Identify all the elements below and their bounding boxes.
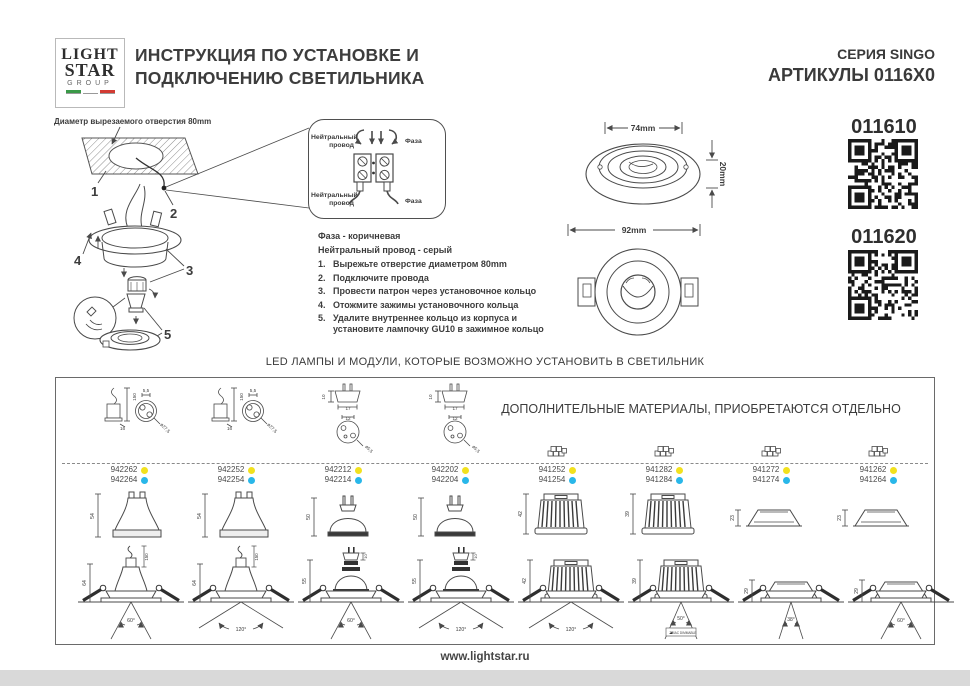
svg-text:50: 50	[412, 514, 419, 520]
article-number-011620: 011620	[851, 226, 917, 248]
yellow-dot-icon	[890, 467, 897, 474]
series-block	[768, 46, 935, 86]
lamp-profile-trim-module	[825, 488, 932, 546]
footer-url: www.lightstar.ru	[440, 651, 530, 663]
blue-dot-icon	[783, 477, 790, 484]
qr-code-011620	[848, 250, 918, 320]
product-code-blue: 942214	[324, 475, 352, 484]
hole-diameter-note: Диаметр вырезаемого отверстия 80mm	[54, 117, 212, 126]
lamp-profile-gu10	[76, 488, 183, 546]
base-drawing-gu10	[183, 378, 290, 463]
dashed-divider	[62, 463, 928, 464]
page-title-line1: ИНСТРУКЦИЯ ПО УСТАНОВКЕ И	[135, 45, 419, 65]
beam-angle-label: 60°	[347, 618, 355, 624]
product-code-yellow: 941282	[645, 465, 673, 474]
installed-views-row	[76, 544, 932, 642]
article-number-011610: 011610	[851, 116, 917, 138]
svg-text:64: 64	[192, 580, 198, 586]
italian-flag-icon	[56, 90, 124, 94]
lamp-profiles-row	[76, 488, 932, 546]
svg-text:55: 55	[302, 578, 308, 584]
installed-view-trim-60	[846, 544, 956, 642]
svg-text:10: 10	[473, 554, 478, 559]
product-code-yellow: 942212	[324, 465, 352, 474]
svg-text:5,5: 5,5	[142, 388, 149, 393]
lamp-profile-trim-module	[718, 488, 825, 546]
blue-dot-icon	[141, 477, 148, 484]
svg-text:ø27,5: ø27,5	[265, 422, 278, 434]
svg-text:150: 150	[131, 393, 137, 401]
yellow-dot-icon	[248, 467, 255, 474]
install-step-1: 1. Вырежьте отверстие диаметром 80mm	[318, 259, 507, 269]
svg-text:150: 150	[144, 553, 149, 561]
blue-dot-icon	[676, 477, 683, 484]
label-phase-top: Фаза	[405, 138, 422, 145]
svg-text:29: 29	[744, 588, 750, 594]
product-codes-8	[825, 465, 932, 488]
led-module-cluster-icon	[718, 378, 825, 463]
blue-dot-icon	[569, 477, 576, 484]
base-drawing-mr16	[290, 378, 397, 463]
yellow-dot-icon	[569, 467, 576, 474]
svg-text:42: 42	[522, 578, 528, 584]
install-step-2: 2. Подключите провода	[318, 272, 429, 283]
svg-text:64: 64	[82, 580, 88, 586]
svg-text:17: 17	[451, 406, 458, 411]
logo-text-group: GROUP	[67, 80, 113, 87]
svg-text:16: 16	[119, 426, 125, 431]
lamp-profile-mr16	[397, 488, 504, 546]
step-label-2: 2	[170, 206, 178, 221]
lamp-profile-heatsink-module	[611, 488, 718, 546]
installation-diagram	[40, 112, 312, 361]
svg-text:39: 39	[624, 511, 631, 517]
beam-angle-label: 120°	[235, 627, 247, 633]
install-step-3: 3. Провести патрон через установочное кольцо	[318, 286, 537, 297]
installed-view-heatsink-50	[626, 544, 736, 642]
product-codes-3	[290, 465, 397, 488]
product-code-blue: 941254	[538, 475, 566, 484]
product-codes-6	[611, 465, 718, 488]
product-code-yellow: 941252	[538, 465, 566, 474]
svg-text:29: 29	[854, 588, 860, 594]
installed-view-gu10-120	[186, 544, 296, 642]
led-module-cluster-icon	[611, 378, 718, 463]
product-codes-row	[76, 465, 932, 488]
label-neutral-wire-top: Нейтральный провод	[311, 134, 358, 149]
product-code-blue: 942264	[110, 475, 138, 484]
svg-text:54: 54	[89, 513, 96, 519]
installed-view-heatsink-120	[516, 544, 626, 642]
svg-text:16: 16	[226, 426, 232, 431]
base-drawing-mr16	[397, 378, 504, 463]
svg-text:ø5,5: ø5,5	[363, 444, 374, 454]
wiring-callout-box	[308, 119, 446, 219]
product-codes-7	[718, 465, 825, 488]
svg-text:10: 10	[427, 394, 433, 400]
blue-dot-icon	[462, 477, 469, 484]
wire-legend-neutral: Нейтральный провод - серый	[318, 245, 453, 255]
beam-angle-label: 120°	[565, 627, 577, 633]
dim-92mm: 92mm	[621, 225, 647, 235]
product-code-yellow: 942252	[217, 465, 245, 474]
svg-text:23: 23	[836, 515, 843, 521]
yellow-dot-icon	[141, 467, 148, 474]
blue-dot-icon	[248, 477, 255, 484]
svg-text:10: 10	[363, 554, 368, 559]
footer-band	[0, 670, 970, 686]
installed-view-mr16-60	[296, 544, 406, 642]
yellow-dot-icon	[783, 467, 790, 474]
install-steps	[318, 259, 570, 338]
led-lamps-banner: LED ЛАМПЫ И МОДУЛИ, КОТОРЫЕ ВОЗМОЖНО УСТАНОВИТЬ В СВЕТИЛЬНИК	[265, 356, 705, 368]
step-label-4: 4	[74, 253, 82, 268]
lamp-profile-gu10	[183, 488, 290, 546]
product-code-blue: 941284	[645, 475, 673, 484]
lamp-profile-mr16	[290, 488, 397, 546]
svg-text:54: 54	[196, 513, 203, 519]
triac-dimmable-note: TRIAC DIMMABLE	[669, 631, 697, 635]
installed-view-gu10-60	[76, 544, 186, 642]
svg-text:150: 150	[238, 393, 244, 401]
svg-text:55: 55	[412, 578, 418, 584]
lightstar-logo	[55, 38, 125, 108]
svg-text:5,5: 5,5	[249, 388, 256, 393]
lamp-compatibility-box	[55, 377, 935, 645]
product-code-blue: 942254	[217, 475, 245, 484]
product-code-blue: 941264	[859, 475, 887, 484]
beam-angle-label: 38°	[787, 617, 795, 623]
page-title	[135, 44, 425, 90]
svg-text:23: 23	[729, 515, 736, 521]
blue-dot-icon	[890, 477, 897, 484]
fixture-dimensions-drawing	[560, 112, 820, 355]
product-code-blue: 941274	[752, 475, 780, 484]
beam-angle-label: 50°	[677, 616, 685, 622]
logo-text-light: LIGHT	[61, 46, 119, 63]
product-code-yellow: 941262	[859, 465, 887, 474]
svg-text:12: 12	[451, 416, 458, 421]
logo-text-star: STAR	[64, 60, 116, 80]
product-code-yellow: 942262	[110, 465, 138, 474]
page-title-line2: ПОДКЛЮЧЕНИЮ СВЕТИЛЬНИКА	[135, 68, 425, 88]
blue-dot-icon	[355, 477, 362, 484]
install-step-5: 5. Удалите внутреннее кольцо из корпуса и установите лампочку GU10 в зажимное кольцо	[318, 313, 544, 335]
svg-text:17: 17	[344, 406, 351, 411]
lamp-profile-heatsink-module	[504, 488, 611, 546]
svg-text:12: 12	[344, 416, 351, 421]
installed-view-trim-38	[736, 544, 846, 642]
product-codes-1	[76, 465, 183, 488]
svg-text:10: 10	[320, 394, 326, 400]
wire-legend-phase: Фаза - коричневая	[318, 231, 401, 241]
wire-color-legend	[318, 229, 452, 257]
yellow-dot-icon	[676, 467, 683, 474]
lamp-base-icons-row	[76, 378, 932, 463]
product-code-blue: 942204	[431, 475, 459, 484]
led-module-cluster-icon	[825, 378, 932, 463]
product-code-yellow: 941272	[752, 465, 780, 474]
svg-text:150: 150	[254, 553, 259, 561]
installed-view-mr16-120	[406, 544, 516, 642]
dim-74mm: 74mm	[630, 123, 656, 133]
product-codes-5	[504, 465, 611, 488]
install-step-4: 4. Отожмите зажимы установочного кольца	[318, 299, 519, 310]
svg-text:39: 39	[632, 578, 638, 584]
beam-angle-label: 60°	[127, 618, 135, 624]
dim-20mm: 20mm	[718, 161, 728, 187]
product-code-yellow: 942202	[431, 465, 459, 474]
articles-label: АРТИКУЛЫ 0116X0	[768, 65, 935, 85]
svg-text:50: 50	[305, 514, 312, 520]
label-phase-bottom: Фаза	[405, 198, 422, 205]
yellow-dot-icon	[462, 467, 469, 474]
step-label-3: 3	[186, 263, 194, 278]
beam-angle-label: 60°	[897, 618, 905, 624]
step-label-5: 5	[164, 327, 172, 342]
svg-text:ø5,5: ø5,5	[470, 444, 481, 454]
step-label-1: 1	[91, 184, 99, 199]
base-drawing-gu10	[76, 378, 183, 463]
label-neutral-wire-bottom: Нейтральный провод	[311, 192, 358, 207]
svg-text:ø27,5: ø27,5	[158, 422, 171, 434]
svg-text:42: 42	[517, 511, 524, 517]
series-label: СЕРИЯ SINGO	[837, 46, 935, 62]
led-module-cluster-icon	[504, 378, 611, 463]
yellow-dot-icon	[355, 467, 362, 474]
qr-code-011610	[848, 139, 918, 209]
product-codes-4	[397, 465, 504, 488]
additional-materials-heading: ДОПОЛНИТЕЛЬНЫЕ МАТЕРИАЛЫ, ПРИОБРЕТАЮТСЯ ОТДЕЛЬНО	[501, 402, 901, 416]
product-codes-2	[183, 465, 290, 488]
beam-angle-label: 120°	[455, 627, 467, 633]
